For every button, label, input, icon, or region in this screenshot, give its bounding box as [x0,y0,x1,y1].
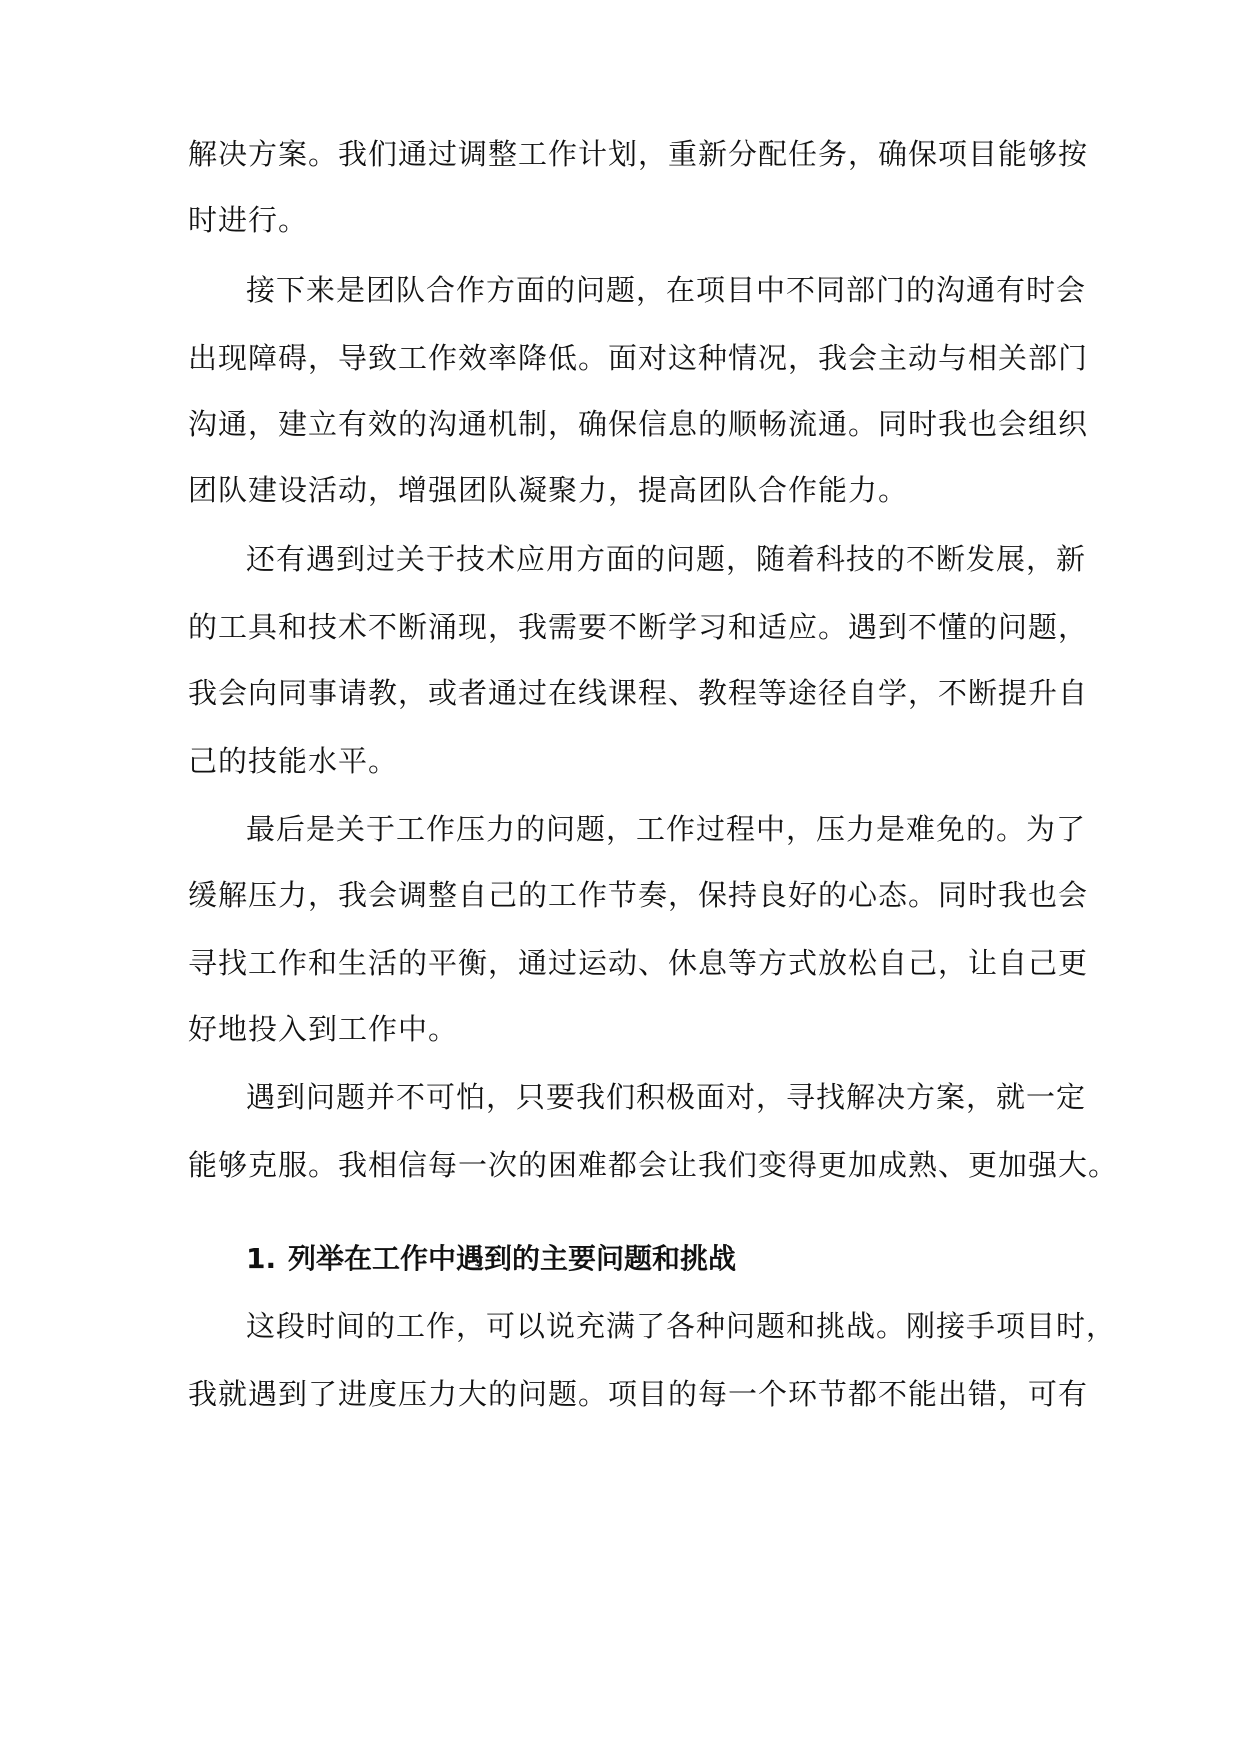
paragraph-3-line-1: 还有遇到过关于技术应用方面的问题，随着科技的不断发展，新 [246,542,1087,576]
paragraph-4-line-3: 寻找工作和生活的平衡，通过运动、休息等方式放松自己，让自己更 [188,946,1089,980]
paragraph-6-line-1: 这段时间的工作，可以说充满了各种问题和挑战。刚接手项目时， [246,1309,1117,1343]
paragraph-1-line-1: 解决方案。我们通过调整工作计划，重新分配任务，确保项目能够按 [188,137,1089,171]
paragraph-4-line-4: 好地投入到工作中。 [188,1012,459,1046]
paragraph-6-line-2: 我就遇到了进度压力大的问题。项目的每一个环节都不能出错，可有 [188,1377,1089,1411]
paragraph-3-line-3: 我会向同事请教，或者通过在线课程、教程等途径自学，不断提升自 [188,676,1089,710]
paragraph-2-line-3: 沟通，建立有效的沟通机制，确保信息的顺畅流通。同时我也会组织 [188,407,1089,441]
paragraph-3-line-4: 己的技能水平。 [188,744,399,778]
section-heading [246,1235,946,1283]
paragraph-5-line-2: 能够克服。我相信每一次的困难都会让我们变得更加成熟、更加强大。 [188,1148,1119,1182]
paragraph-2-line-4: 团队建设活动，增强团队凝聚力，提高团队合作能力。 [188,473,909,507]
paragraph-3-line-2: 的工具和技术不断涌现，我需要不断学习和适应。遇到不懂的问题， [188,610,1089,644]
section-heading-number: 1. [246,1242,277,1275]
paragraph-2-line-2: 出现障碍，导致工作效率降低。面对这种情况，我会主动与相关部门 [188,341,1089,375]
paragraph-5-line-1: 遇到问题并不可怕，只要我们积极面对，寻找解决方案，就一定 [246,1080,1087,1114]
paragraph-2-line-1: 接下来是团队合作方面的问题，在项目中不同部门的沟通有时会 [246,273,1087,307]
paragraph-4-line-2: 缓解压力，我会调整自己的工作节奏，保持良好的心态。同时我也会 [188,878,1089,912]
paragraph-1-line-2: 时进行。 [188,203,309,237]
section-heading-text: 列举在工作中遇到的主要问题和挑战 [288,1242,737,1275]
paragraph-4-line-1: 最后是关于工作压力的问题，工作过程中，压力是难免的。为了 [246,812,1087,846]
